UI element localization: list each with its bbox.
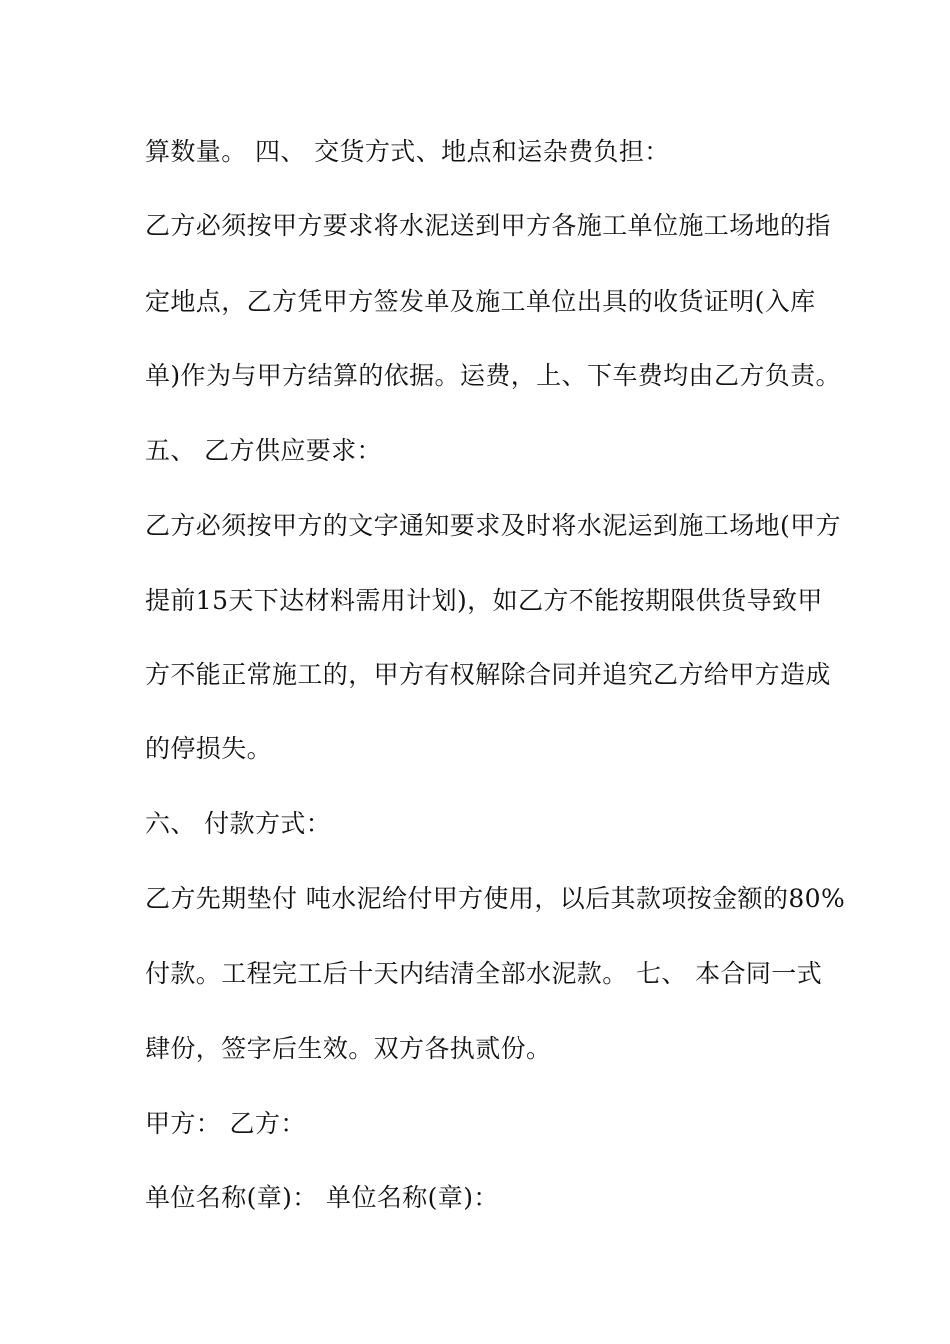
text-line-supply-body-3: 方不能正常施工的，甲方有权解除合同并追究乙方给甲方造成: [145, 660, 831, 689]
text-line-delivery-heading: 算数量。 四、 交货方式、地点和运杂费负担：: [145, 137, 670, 166]
signature-unit-name-line: 单位名称(章)： 单位名称(章)：: [145, 1183, 499, 1212]
signature-parties-line: 甲方： 乙方：: [145, 1109, 306, 1138]
text-line-payment-body-2: 付款。工程完工后十天内结清全部水泥款。 七、 本合同一式: [145, 959, 823, 988]
text-line-supply-body-2: 提前15天下达材料需用计划)，如乙方不能按期限供货导致甲: [145, 586, 823, 615]
text-line-delivery-body-1: 乙方必须按甲方要求将水泥送到甲方各施工单位施工场地的指: [145, 211, 831, 240]
text-line-delivery-body-3: 单)作为与甲方结算的依据。运费，上、下车费均由乙方负责。: [145, 361, 841, 390]
text-line-supply-body-1: 乙方必须按甲方的文字通知要求及时将水泥运到施工场地(甲方: [145, 511, 841, 540]
text-line-payment-body-1: 乙方先期垫付 吨水泥给付甲方使用，以后其款项按金额的80%: [145, 884, 846, 913]
text-line-delivery-body-2: 定地点，乙方凭甲方签发单及施工单位出具的收货证明(入库: [145, 287, 816, 316]
section-heading-payment-method: 六、 付款方式：: [145, 809, 332, 838]
section-heading-supply-requirements: 五、 乙方供应要求：: [145, 436, 382, 465]
text-line-supply-body-4: 的停损失。: [145, 734, 273, 763]
text-line-contract-copies: 肆份，签字后生效。双方各执贰份。: [145, 1034, 552, 1063]
